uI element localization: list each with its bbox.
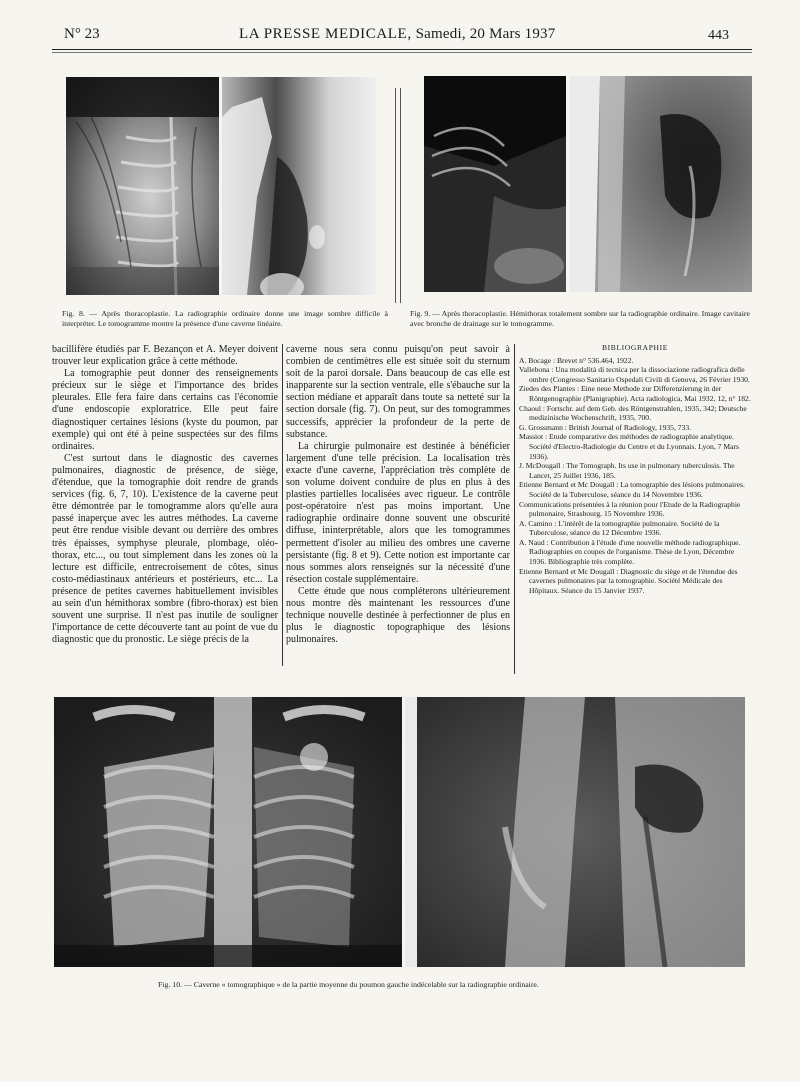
bibliography-entry: Etienne Bernard et Mc Dougall : La tomographie des lésions pulmonaires. Société de la Tuberculose, séance du 14 Novembre 1936. <box>519 480 745 499</box>
divider-line <box>400 88 401 303</box>
paragraph: La chirurgie pulmonaire est destinée à bénéficier largement d'une telle précision. La localisation très exacte d'une caverne, l'appréciation très complète de son volume doivent conduire de plus en plus à des plasties partielles localisées avec rigueur. Le contrôle post-opératoire n'est pas moins important. Une radiographie ordinaire donne souvent une obscurité diffuse, ininterprétable, alors que les tomogrammes permettent d'isoler au milieu des ombres une caverne persistante (fig. 8 et 9). Cette notion est importante car nous sommes alors renseignés sur la nécessité d'une résection costale supplémentaire. <box>286 440 510 585</box>
text-column-1 <box>52 344 278 646</box>
bibliography-title: BIBLIOGRAPHIE <box>601 343 669 352</box>
page-number: 443 <box>708 28 729 43</box>
fig9-caption: Fig. 9. — Après thoracoplastie. Hémithorax totalement sombre sur la radiographie ordinaire. Image cavitaire avec bronche de drainage sur le tomogramme. <box>410 309 750 328</box>
column-rule <box>514 344 515 674</box>
issue-date: Samedi, 20 Mars 1937 <box>415 26 556 42</box>
fig10-tomogram <box>405 697 745 967</box>
fig10-caption: Fig. 10. — Caverne « tomographique » de la partie moyenne du poumon gauche indécelable sur la radiographie ordinaire. <box>158 980 539 989</box>
bibliography-entry: Chaoul : Fortschr. auf dem Geb. des Röntgenstrahlen, 1935, 342; Deutsche medizinische Wochenschrift, 1935, 700. <box>519 403 747 423</box>
paragraph: Cette étude que nous compléterons ultérieurement nous montre dès maintenant les ressources d'une technique nouvelle destinée à perfectionner de plus en plus le diagnostic topographique des lésions pulmonaires. <box>286 585 510 646</box>
header-rule-thin <box>52 52 752 53</box>
bibliography-entry: Communications présentées à la réunion pour l'Etude de la Radiographie pulmonaire, Strasbourg, 15 Novembre 1936. <box>519 499 741 519</box>
paragraph: bacillifère étudiés par F. Bezançon et A. Meyer doivent trouver leur explication grâce à cette méthode. <box>52 344 278 368</box>
running-title <box>239 26 555 43</box>
fig8-tomogram <box>222 77 376 295</box>
fig8-caption: Fig. 8. — Après thoracoplastie. La radiographie ordinaire donne une image sombre difficile à interpréter. Le tomogramme montre la présence d'une caverne linéaire. <box>62 309 388 328</box>
header-rule <box>52 49 752 50</box>
column-rule <box>282 344 283 666</box>
bibliography-entry: Massiot : Etude comparative des méthodes de radiographie analytique. Société d'Electro-Radiologie du Centre et du Lyonnais. Lyon, 7 Mars 1936). <box>519 432 739 461</box>
paragraph: caverne nous sera connu puisqu'on peut savoir à combien de centimètres elle est située soit du sternum soit de la paroi dorsale. Dans beaucoup de cas elle est inapparente sur la section ventrale, elle s'ébauche sur la section médiane et apparaît dans toute sa netteté sur la section dorsale (fig. 7). On peut, sur des tomogrammes successifs, apprécier la profondeur de la perte de substance. <box>286 344 510 440</box>
fig9-radiograph <box>424 76 566 292</box>
fig9-tomogram <box>570 76 752 292</box>
publication-name: LA PRESSE MEDICALE, <box>239 26 412 42</box>
bibliography <box>519 343 751 595</box>
fig10-radiograph <box>54 697 402 967</box>
bibliography-entry: A. Bocage : Brevet n° 536.464, 1922. <box>519 355 634 365</box>
bibliography-entry: J. McDougall : The Tomograph. Its use in pulmonary tuberculosis. The Lancet, 25 Juillet 1936, 185. <box>519 461 735 480</box>
bibliography-entry: A. Camino : L'intérêt de la tomographie pulmonaire. Société de la Tuberculose, séance du 12 Décembre 1936. <box>519 518 720 538</box>
bibliography-entry: Ziedes des Plantes : Eine neue Methode zur Differenzierung in der Röntgenographie (Planigraphie). Acta radiologica, Mai 1932, 12, n° 182. <box>519 384 751 403</box>
bibliography-entry: A. Naud : Contribution à l'étude d'une nouvelle méthode radiographique. Radiographies en coupes de l'organisme. Thèse de Lyon, Décembre 1936. Bibliographie très complète. <box>519 537 741 567</box>
fig8-radiograph <box>66 77 219 295</box>
bibliography-entry: Etienne Bernard et Mc Dougall : Diagnostic du siège et de l'étendue des cavernes pulmonaires par la tomographie. Société Médicale des Hôpitaux. Séance du 15 Janvier 1937. <box>519 566 738 595</box>
text-column-2 <box>286 344 510 646</box>
divider-line <box>395 88 396 303</box>
paragraph: C'est surtout dans le diagnostic des cavernes pulmonaires, diagnostic de présence, de siège, d'étendue, que la tomographie doit rendre de grands services (fig. 6, 7, 10). L'existence de la caverne peut être démontrée par le tomogramme alors qu'elle aura passé inaperçue avec les autres méthodes. La caverne peut être rendue visible devant ou derrière des ombres très épaisses, symphyse pleurale, plombage, oléo-thorax, etc..., ou tout simplement dans les zones où la lecture est difficile, entrecroisement de côtes, sinus costo-médiastinaux antérieurs et postérieurs, etc... La présence de petites cavernes habituellement invisibles au sein d'un hémithorax sombre (fibro-thorax) est bien souvent une surprise. Il n'est pas inutile de souligner l'importance de cette découverte tant au point de vue du diagnostic que du pronostic. Le siège précis de la <box>52 452 278 646</box>
paragraph: La tomographie peut donner des renseignements précieux sur le siège et l'importance des brides pleurales. Elle fera faire dans certains cas l'économie d'une endoscopie exploratrice. Elle peut faire diagnostiquer certaines lésions (kyste du poumon, par exemple) qui ont été à peine suspectées sur des films ordinaires. <box>52 368 278 452</box>
issue-number: N° 23 <box>64 26 100 42</box>
bibliography-entry: G. Grossmann : British Journal of Radiology, 1935, 733. <box>519 422 692 432</box>
bibliography-entry: Vallebona : Una modalità di tecnica per la dissociazione radiografica delle ombre (Congresso Sanitario Ospedali Civili di Genova, 26 Février 1930. <box>519 365 750 384</box>
